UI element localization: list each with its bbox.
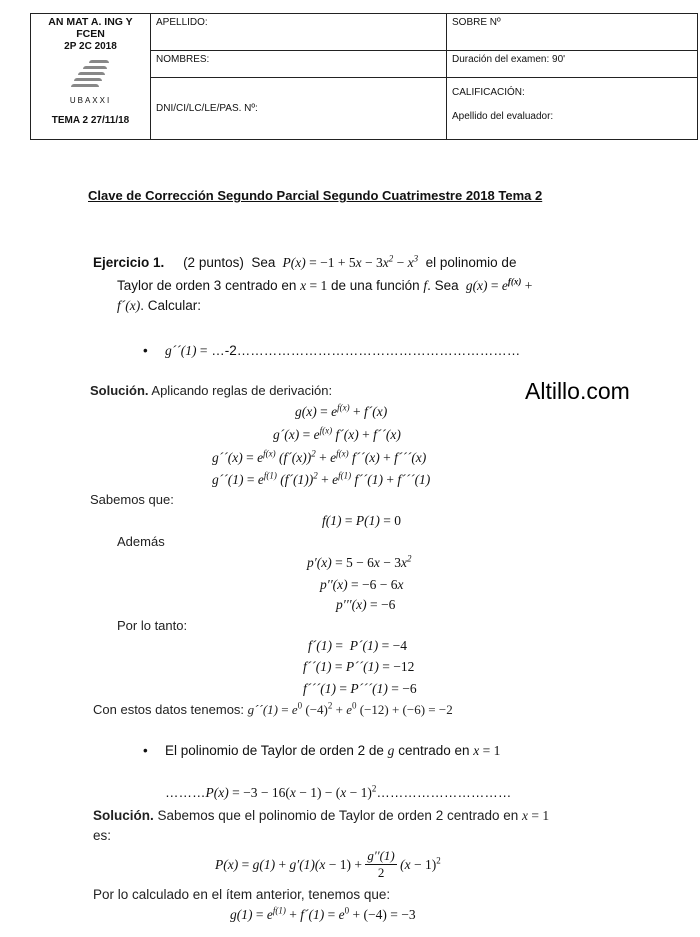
solution-2-text1: Sabemos que el polinomio de Taylor de orden 2 centrado en — [157, 808, 519, 823]
formula-g2-at-1: g´´(1) = $e^{f(1)}$ (f´(1))$^2$ + $e^{f(1)}$ f´´(1) + f´´´(1) — [212, 470, 431, 487]
nombres-field: NOMBRES: — [151, 51, 447, 78]
exercise-label: Ejercicio 1. — [93, 255, 165, 270]
formula-fp2: f´´(1) = P´´(1) = −12 — [303, 659, 415, 674]
porlocalc-label: Por lo calculado en el ítem anterior, tenemos que: — [93, 887, 391, 902]
item-b-text2: centrado en — [398, 743, 470, 758]
exercise-points: (2 puntos) — [183, 255, 244, 270]
conestos-line: Con estos datos tenemos: g´´(1) = $e^0$ $(-4)^2 + e^0$ (−12) + (−6) = −2 — [93, 700, 453, 717]
exercise-line2b: de una función — [331, 278, 420, 293]
university-label: AN MAT A. ING Y FCEN — [48, 16, 133, 40]
solution-1-text: Aplicando reglas de derivación: — [151, 383, 333, 398]
calificacion-label: CALIFICACIÓN: — [452, 87, 525, 98]
exercise-line2c: . Sea — [427, 278, 459, 293]
exercise-line-2: Taylor de orden 3 centrado en x = 1 de una función f. Sea $g(x) = e^{f(x)}$ + — [117, 276, 533, 293]
sabemos-label: Sabemos que: — [90, 492, 174, 507]
apellido-field: APELLIDO: — [151, 14, 447, 51]
calificacion-cell — [447, 78, 698, 140]
exercise-line-3: f´(x). Calcular: — [117, 298, 202, 313]
sobre-field: SOBRE Nº — [447, 14, 698, 51]
evaluador-label: Apellido del evaluador: — [452, 111, 554, 122]
item-a: • g´´(1) = …-2……………………………………………………… — [165, 343, 520, 359]
item-b-answer: ………P(x) = $-3 - 16(x - 1) - (x - 1)^2\dots\dots\dots\dots\dots\dots\dots\dots\dots\dots$ — [165, 783, 512, 800]
item-b-answer-tail: ………………………… — [376, 785, 512, 800]
solution-1-intro — [90, 383, 332, 398]
formula-taylor: P(x) = g(1) + g′(1)(x − 1) + $\frac{g''(1)}{2}$ $(x - 1)^2$ — [215, 848, 441, 880]
exercise-line2a: Taylor de orden 3 centrado en — [117, 278, 297, 293]
solucion-label: Solución. — [90, 383, 149, 398]
item-b-text1: El polinomio de Taylor de orden 2 de — [165, 743, 384, 758]
header-logo-cell — [31, 14, 151, 140]
formula-p3: p′′′(x) = −6 — [336, 597, 396, 612]
solution-2-text2: es: — [93, 828, 112, 843]
formula-g1: g´(x) = $e^{f(x)}$ f´(x) + f´´(x) — [273, 425, 401, 442]
page-title: Clave de Corrección Segundo Parcial Segundo Cuatrimestre 2018 Tema 2 — [88, 188, 543, 203]
exercise-intro-2: el polinomio de — [425, 255, 517, 270]
item-b: • El polinomio de Taylor de orden 2 de g centrado en x = 1 — [165, 743, 500, 759]
exercise-line3: . Calcular: — [140, 298, 202, 313]
ademas-label: Además — [117, 534, 165, 549]
exercise-line-1 — [93, 255, 516, 271]
formula-fp1: f´(1) = P´(1) = −4 — [308, 638, 407, 653]
formula-p2: p′′(x) = −6 − 6x — [320, 577, 404, 592]
formula-fp3: f´´´(1) = P´´´(1) = −6 — [303, 681, 417, 696]
header-table — [30, 13, 698, 140]
formula-f1: f(1) = P(1) = 0 — [322, 513, 401, 528]
solucion-label-2: Solución. — [93, 808, 154, 823]
item-b-answer-lead: ……… — [165, 785, 206, 800]
ubaxxi-logo-icon — [71, 58, 111, 92]
formula-g: $g(x) = e^{f(x)}$ + f´(x) — [295, 402, 388, 419]
conestos-label: Con estos datos tenemos: — [93, 702, 245, 717]
tema-date: TEMA 2 27/11/18 — [51, 115, 130, 126]
formula-g2: g´´(x) = $e^{f(x)}$ (f´(x))$^2$ + $e^{f(x)}$ f´´(x) + f´´´(x) — [212, 448, 427, 465]
logo-text: UBAXXI — [69, 96, 112, 105]
dni-field: DNI/CI/LC/LE/PAS. Nº: — [151, 78, 447, 140]
solution-2-line1: Solución. Sabemos que el polinomio de Taylor de orden 2 centrado en x = 1 — [93, 808, 550, 823]
duracion-field: Duración del examen: 90' — [447, 51, 698, 78]
exercise-intro: Sea — [251, 255, 276, 270]
poly-formula: $P(x) = -1 + 5x - 3x^2 - x^3$ — [279, 253, 419, 270]
formula-g-at-1: $g(1) = e^{f(1)}$ + f´(1) = $e^0 + (-4) = -3$ — [230, 905, 416, 922]
item-a-answer: …-2……………………………………………………… — [211, 343, 521, 358]
formula-p1: $p'(x) = 5 - 6x - 3x^2$ — [307, 553, 412, 570]
watermark: Altillo.com — [525, 378, 630, 404]
exam-code: 2P 2C 2018 — [64, 41, 117, 52]
porlotanto-label: Por lo tanto: — [117, 618, 188, 633]
